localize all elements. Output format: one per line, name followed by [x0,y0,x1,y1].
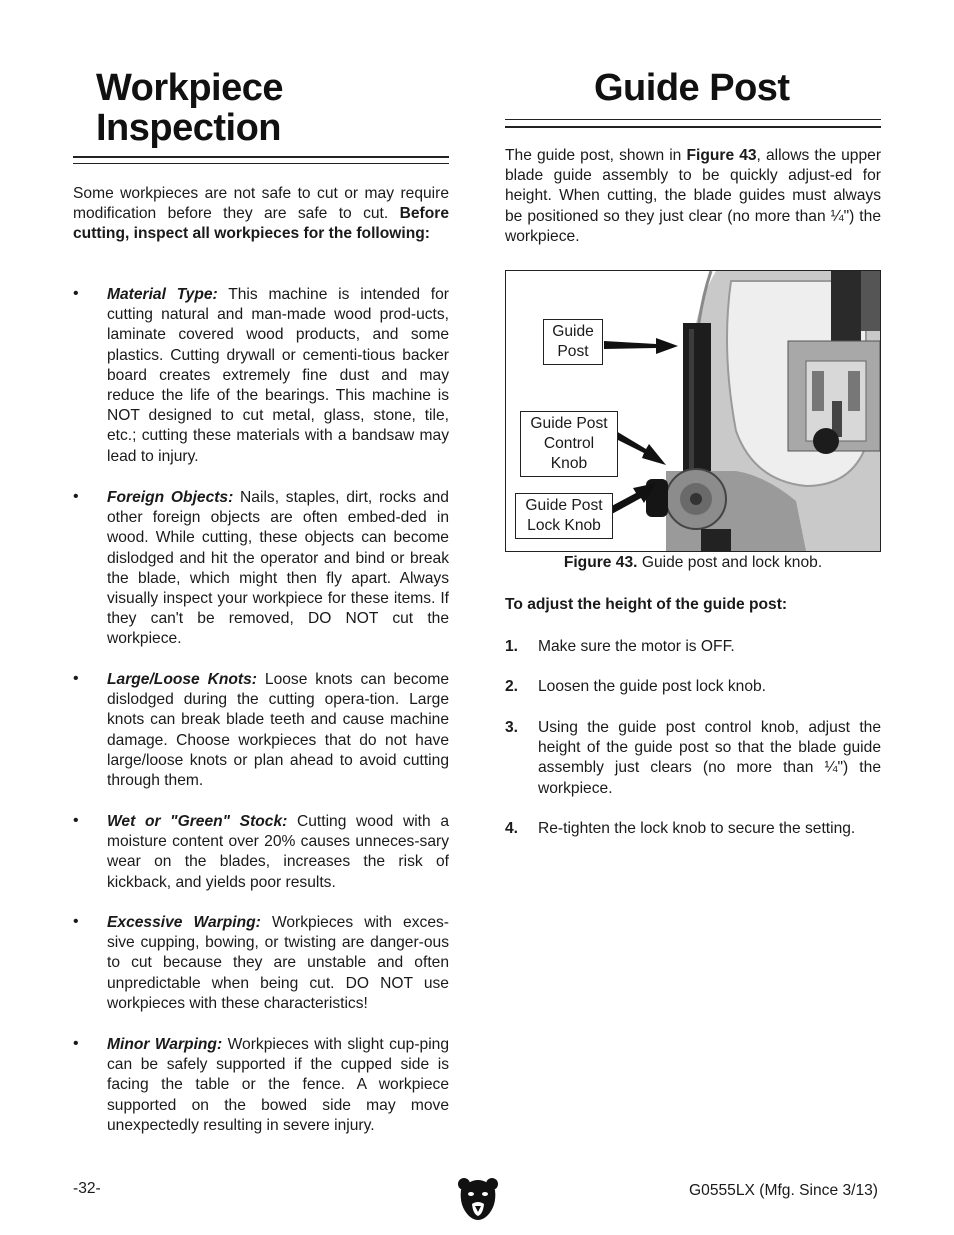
callout-line: Lock Knob [527,517,601,534]
caption-label: Figure 43. [563,554,638,571]
step-text: Using the guide post control knob, adjust the height of the guide post so that the blade guide assembly just clears (no more than ¼") the workpiece. [538,719,881,797]
step-item [505,677,881,697]
step-number: 2. [505,678,519,695]
step-number: 4. [505,820,519,837]
grizzly-bear-logo-icon [457,1176,499,1224]
guide-post-intro [505,146,881,247]
callout-line: Knob [550,455,588,472]
callout-line: Post [557,343,589,360]
title-rule [73,156,449,158]
intro-paragraph [73,184,449,245]
bullet-item-material-type [73,285,449,467]
intro-bold-text: Before cutting, inspect all workpieces for the following: [73,205,449,243]
step-number: 3. [505,719,519,736]
title-rule [505,126,881,128]
bullet-dot: • [73,488,79,505]
callout-guide-post [543,319,603,365]
bullet-term: Foreign Objects: [107,489,234,506]
step-number: 1. [505,638,519,655]
title-rule [73,163,449,164]
section-title-workpiece-inspection [96,68,396,148]
bullet-text: Workpieces with exces-sive cupping, bowing, or twisting are danger-ous to cut because they are unstable and often unpredictable when being cut. DO NOT use workpieces with these characteristics! [107,914,449,1012]
intro-text: , allows the upper blade guide assembly to be quickly adjust-ed for height. When cutting, the blade guides must always be positioned so they just clear (no more than ¼") the workpiece. [505,147,882,245]
bullet-term: Material Type: [107,286,218,303]
title-line: Workpiece [96,67,283,109]
bullet-dot: • [73,670,79,687]
bullet-term: Excessive Warping: [107,914,261,931]
bullet-dot: • [73,1035,79,1052]
bullet-item-excessive-warping [73,913,449,1014]
callout-line: Guide [552,323,594,340]
intro-text: The guide post, shown in [505,147,682,164]
step-text: Re-tighten the lock knob to secure the setting. [538,820,856,837]
caption-text: Guide post and lock knob. [641,554,823,571]
figure-43-photo [505,270,881,552]
title-rule [505,119,881,120]
bullet-item-foreign-objects [73,488,449,650]
step-text: Make sure the motor is OFF. [538,638,735,655]
bullet-text: Loose knots can become dislodged during the cutting opera-tion. Large knots can break blade teeth and cause machine damage. Choose workpieces that do not have large/loose knots or plan ahead to avoid cutting through them. [107,671,449,790]
steps-heading: To adjust the height of the guide post: [505,596,788,613]
title-text: Guide Post [594,67,790,109]
bullet-dot: • [73,913,79,930]
model-label: G0555LX (Mfg. Since 3/13) [689,1182,878,1199]
figure-caption [505,554,881,572]
bullet-term: Wet or "Green" Stock: [107,813,288,830]
intro-text: Some workpieces are not safe to cut or may require modification before they are safe to cut. [73,185,449,223]
figure-reference: Figure 43 [686,147,757,164]
callout-guide-post-lock-knob [515,493,613,539]
bullet-dot: • [73,812,79,829]
bullet-text: Workpieces with slight cup-ping can be safely supported if the cupped side is facing the table or the fence. A workpiece supported on the bowed side may move unexpectedly resulting in severe injury. [107,1036,449,1134]
bullet-term: Minor Warping: [107,1036,223,1053]
bullet-item-wet-green-stock [73,812,449,893]
bullet-item-minor-warping [73,1035,449,1136]
step-text: Loosen the guide post lock knob. [538,678,767,695]
callout-line: Control [543,435,595,452]
bullet-dot: • [73,285,79,302]
callout-line: Guide Post [530,415,608,432]
bullet-text: This machine is intended for cutting natural and man-made wood prod-ucts, laminate covered wood products, and some plastics. Cutting drywall or cementi-tious backer board creates extremely fine dust and may reduce the life of the bearings. This machine is NOT designed to cut metal, glass, stone, tile, etc.; cutting these materials with a bandsaw may lead to injury. [107,286,449,465]
step-item [505,718,881,799]
callout-line: Guide Post [525,497,603,514]
bullet-item-large-loose-knots [73,670,449,791]
page-number: -32- [73,1180,101,1197]
section-title-guide-post [594,68,874,108]
step-item [505,819,881,839]
callout-guide-post-control-knob [520,411,618,477]
step-item [505,637,881,657]
title-line: Inspection [96,107,282,149]
bullet-term: Large/Loose Knots: [107,671,257,688]
bullet-text: Nails, staples, dirt, rocks and other foreign objects are often embed-ded in wood. While cutting, these objects can become dislodged and hit the operator and bind or break the blade, which might then fly apart. Always visually inspect your workpiece for these items. If they can't be removed, DO NOT cut the workpiece. [107,489,449,648]
bullet-text: Cutting wood with a moisture content over 20% causes unneces-sary wear on the blades, increases the risk of kickback, and yields poor results. [107,813,449,891]
